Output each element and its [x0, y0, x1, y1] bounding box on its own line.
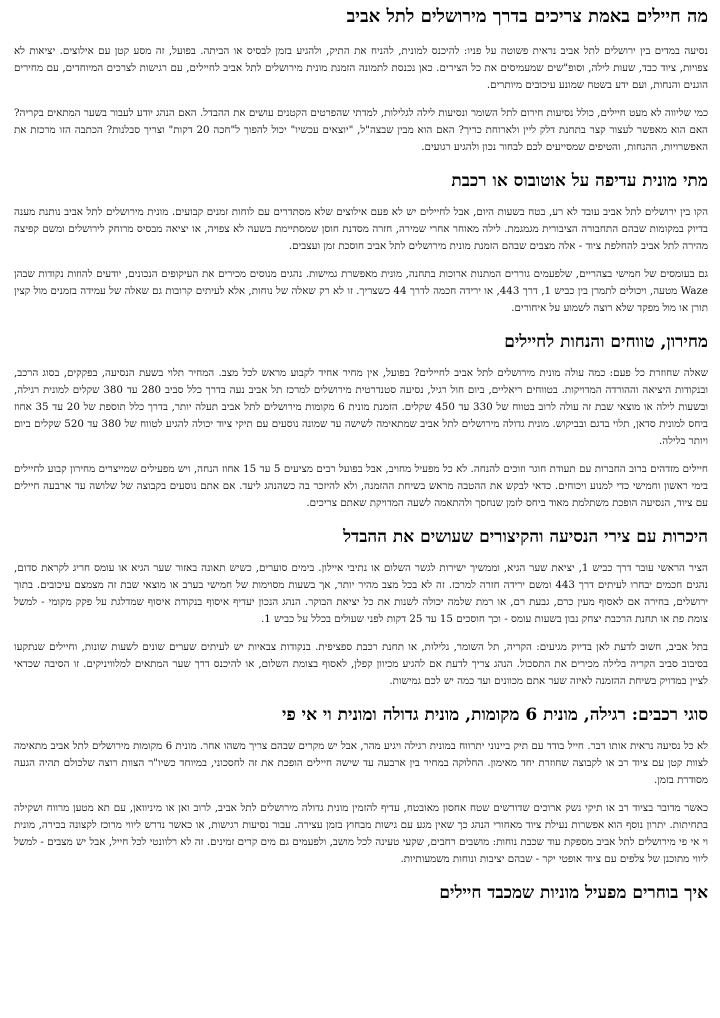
section-paragraph: חיילים מזדהים ברוב החברות עם תעודת חוגר וזוכים להנחה. לא כל מפעיל מחויב, אבל בפועל רבים מציעים 5 עד 15 אחוז הנחה, ויש מפעילים שמייצרים מחירון קבוע לחיילים בימי ראשון וחמישי כדי למנוע ויכוחים. כדאי לבקש את ההטבה מראש בשיחת ההזמנה, ולא להיזכר בה כשהנהג ליעד. אם אתם נוסעים בקבוצה של שלושה עד ארבעה חיילים עם ציוד, הנסיעה הופכת משתלמת מאוד ביחס לזמן שנחסך ולהתאמה לשעה המדויקת שאתם צריכים. [14, 463, 709, 509]
section-paragraph: בתל אביב, חשוב לדעת לאן בדיוק מגיעים: הקריה, תל השומר, גלילות, או תחנת רכבת ספציפית. בנקודות צבאיות יש לעיתים שערים שונים לשעות שונות, וחיילים שנתקעו בסיבוב סביב הקריה בלילה מכירים את התסכול. הנהג צריך לדעת אם להגיע מכיוון קפלן, לאסוף בצומת השלום, או להיכנס דרך שער המתאים למלוויניקים. זו הסיבה שכדאי לציין במדויק בשיחת ההזמנה לאיזה שער אתם מכוונים ועד כמה יש לכם גמישות. [14, 641, 708, 687]
section-paragraph: גם בעומסים של חמישי בצהריים, שלפעמים גוררים המתנות ארוכות בתחנה, מונית מאפשרת גמישות. נהגים מנוסים מכירים את העיקופים הנכונים, יודעים להוזות נקודות שבהן Waze מטעה, ויכולים לתמרן בין כביש 1, דרך 443, או ירידה חכמה לדרך 44 כשצריך. זו לא רק שאלה של נוחות, אלא לעיתים קרובות גם שאלה של עמידה בזמנים מול קצין תורן או מול מפקד שלא רוצה לשמוע על איחורים. [14, 268, 708, 314]
section-heading-routes: היכרות עם צירי הנסיעה והקיצורים שעושים את ההבדל [343, 527, 708, 547]
section-paragraph: הקו בין ירושלים לתל אביב עובד לא רע, בטח בשעות היום, אבל לחיילים יש לא פעם אילוצים שלא מסתדרים עם לוחות זמנים קבועים. מונית מירושלים לתל אביב נותנת מענה בדיוק במקומות שבהם התחבורה הציבורית מגמגמת. לילה מאוחר אחרי שמירה, חזרה מסדנת חוסן שמסתיימת בשעה לא צפויה, או יציאה מבסיס מרוחק לירושלים ומשם קפיצה מהירה לתל אביב להחלפת ציוד - אלה מצבים שבהם הזמנת מונית מירושלים לתל אביב חוסכת זמן ועצבים. [14, 206, 708, 252]
section-paragraph: לא כל נסיעה נראית אותו דבר. חייל בודד עם תיק ביינוני יתרווח במונית רגילה ויגיע מהר, אבל יש מקרים שבהם צריך משהו אחר. מונית 6 מקומות מירושלים לתל אביב מתאימה לצוות קטן עם ציוד רב או לקבוצה שחוזרת יחד מאימון. החלוקה במחיר בין ארבעה עד שישה חיילים הופכת את זה לחסכוני, במיוחד כשיו"ר הצוות רוצה שלכולם תהיה הגעה מסודרת בזמן. [14, 740, 708, 786]
intro-paragraph: כמי שליווה לא מעט חיילים, כולל נסיעות חירום לתל השומר ונסיעות לילה לגלילות, למדתי שהפרטים הקטנים עושים את ההבדל. האם הנהג יודע לעבור בשער המתאים בקריה? האם הוא מאפשר לעצור קצר בתחנת דלק ליין ולארוחת כריך? האם הוא מבין שבצה"ל, "יוצאים עכשיו" יכול להפוך ל"חכה 20 דקות" וצריך סבלנות? הכתבה הזו מרכזת את האפשרויות, ההנחות, והטיפים שמסייעים לכם לבחור נכון ולהגיע רגועים. [14, 107, 708, 153]
article-title: מה חיילים באמת צריכים בדרך מירושלים לתל אביב [346, 6, 708, 27]
section-paragraph: כאשר מדובר בציוד רב או תיקי נשק ארוכים שדורשים שטח אחסון מאובטח, עדיף להזמין מונית גדולה מירושלים לתל אביב, לרוב ואן או מיניוואן, עם תא מטען מרווח ושקילה בתחיתות. יתרון נוסף הוא אפשרות נעילת ציוד מאחורי הנהג כך שאין מגע עם גישות מבחוץ בזמן עצירה. עבור נסיעות רגישות, או כאשר נדרש ליווי מרוכז לקצונה בכירה, מונית וי אי פי מירושלים לתל אביב מספקת עוד שכבת נוחות: מושבים רחבים, שקעי טעינה לכל מושב, ולפעמים גם מים קרים זמינים. זה לא רלוונטי לכל חייל, אבל יש מצבים - למשל ליווי מתוכנן של צלפים עם ציוד אופטי יקר - שבהם יציבות ונוחות משמעותיות. [14, 802, 708, 865]
section-heading-pricing: מחירון, טווחים והנחות לחיילים [504, 332, 708, 352]
section-paragraph: שאלה שחוזרת כל פעם: כמה עולה מונית מירושלים לתל אביב לחיילים? בפועל, אין מחיר אחיד לקבוע מראש לכל מצב. המחיר תלוי בשעת הנסיעה, בפקקים, בסוג הרכב, ובנקודות היציאה וההורדה המדויקות. בטווחים ריאליים, ביום חול רגיל, נסיעה סטנדרטית מירושלים למרכז תל אביב נעה בדרך כלל סביב 280 עד 380 שקלים למונית רגילה, ובשעות לילה או מוצאי שבת זה עולה לרוב בטווח של 330 עד 450 שקלים. הזמנת מונית 6 מקומות מירושלים לתל אביב תעלה יותר, בדרך כלל תוספת של 20 עד 35 אחוז ביחס למונית סדאן, תלוי בדגם ובביקוש. מונית גדולה מירושלים לתל אביב שמתאימה לשישה עד שמונה נוסעים עם תיקי ציוד יכולה להגיע לטווח של 380 עד 520 שקלים ביום ויותר בלילה. [14, 367, 709, 447]
section-heading-choosing-operator: איך בוחרים מפעיל מוניות שמכבד חיילים [439, 883, 708, 903]
intro-paragraph: נסיעה במדים בין ירושלים לתל אביב נראית פשוטה על פניו: להיכנס למונית, להניח את התיק, ולהגיע בזמן לבסיס או הביתה. בפועל, זה מסע קטן עם אילוצים. יציאות לא צפויות, ציוד כבד, שעות לילה, וסופ"שים שמעמיסים את כל הצירים. כאן נכנסת לתמונה הזמנת מונית מירושלים לתל אביב לחיילים, עם רגישות לצרכים המיוחדים, עם מחירים הוגנים והנחות, ועם ידע בשטח שמונע עיכובים מיותרים. [14, 45, 708, 91]
section-heading-vehicle-types: סוגי רכבים: רגילה, מונית 6 מקומות, מונית גדולה ומונית וי אי פי [282, 705, 708, 725]
section-paragraph: הציר הראשי עובר דרך כביש 1, יציאת שער הגיא, וממשיך ישירות לגשר השלום או נתיבי איילון. בימים סוערים, כשיש תאונה באזור שער הגיא או עומס חריג לקראת סדום, נהגים חכמים יבחרו לעיתים דרך 443 ומשם ירידה חזרה למרכז. זה לא בכל מצב מהיר יותר, אך בשעות מסוימות של חמישי בערב או מוצאי שבת זה מצמצם עיכובים. בתוך ירושלים, בחירה אם לאסוף מעין כרם, גבעת רם, או רמת שלמה יכולה לשנות את כל יציאת הבוקר. הנהג הנכון יעדיף איסוף בנקודת איסוף שמדלגת על פקק מקומי - למשל צומת פת או תחנת הרכבת יצחק נבון בשעות עומס - וכך חוסכים 15 עד 25 דקות לפני שעולים בכלל על כביש 1. [14, 562, 708, 625]
section-heading-taxi-vs-bus: מתי מונית עדיפה על אוטובוס או רכבת [451, 171, 708, 191]
